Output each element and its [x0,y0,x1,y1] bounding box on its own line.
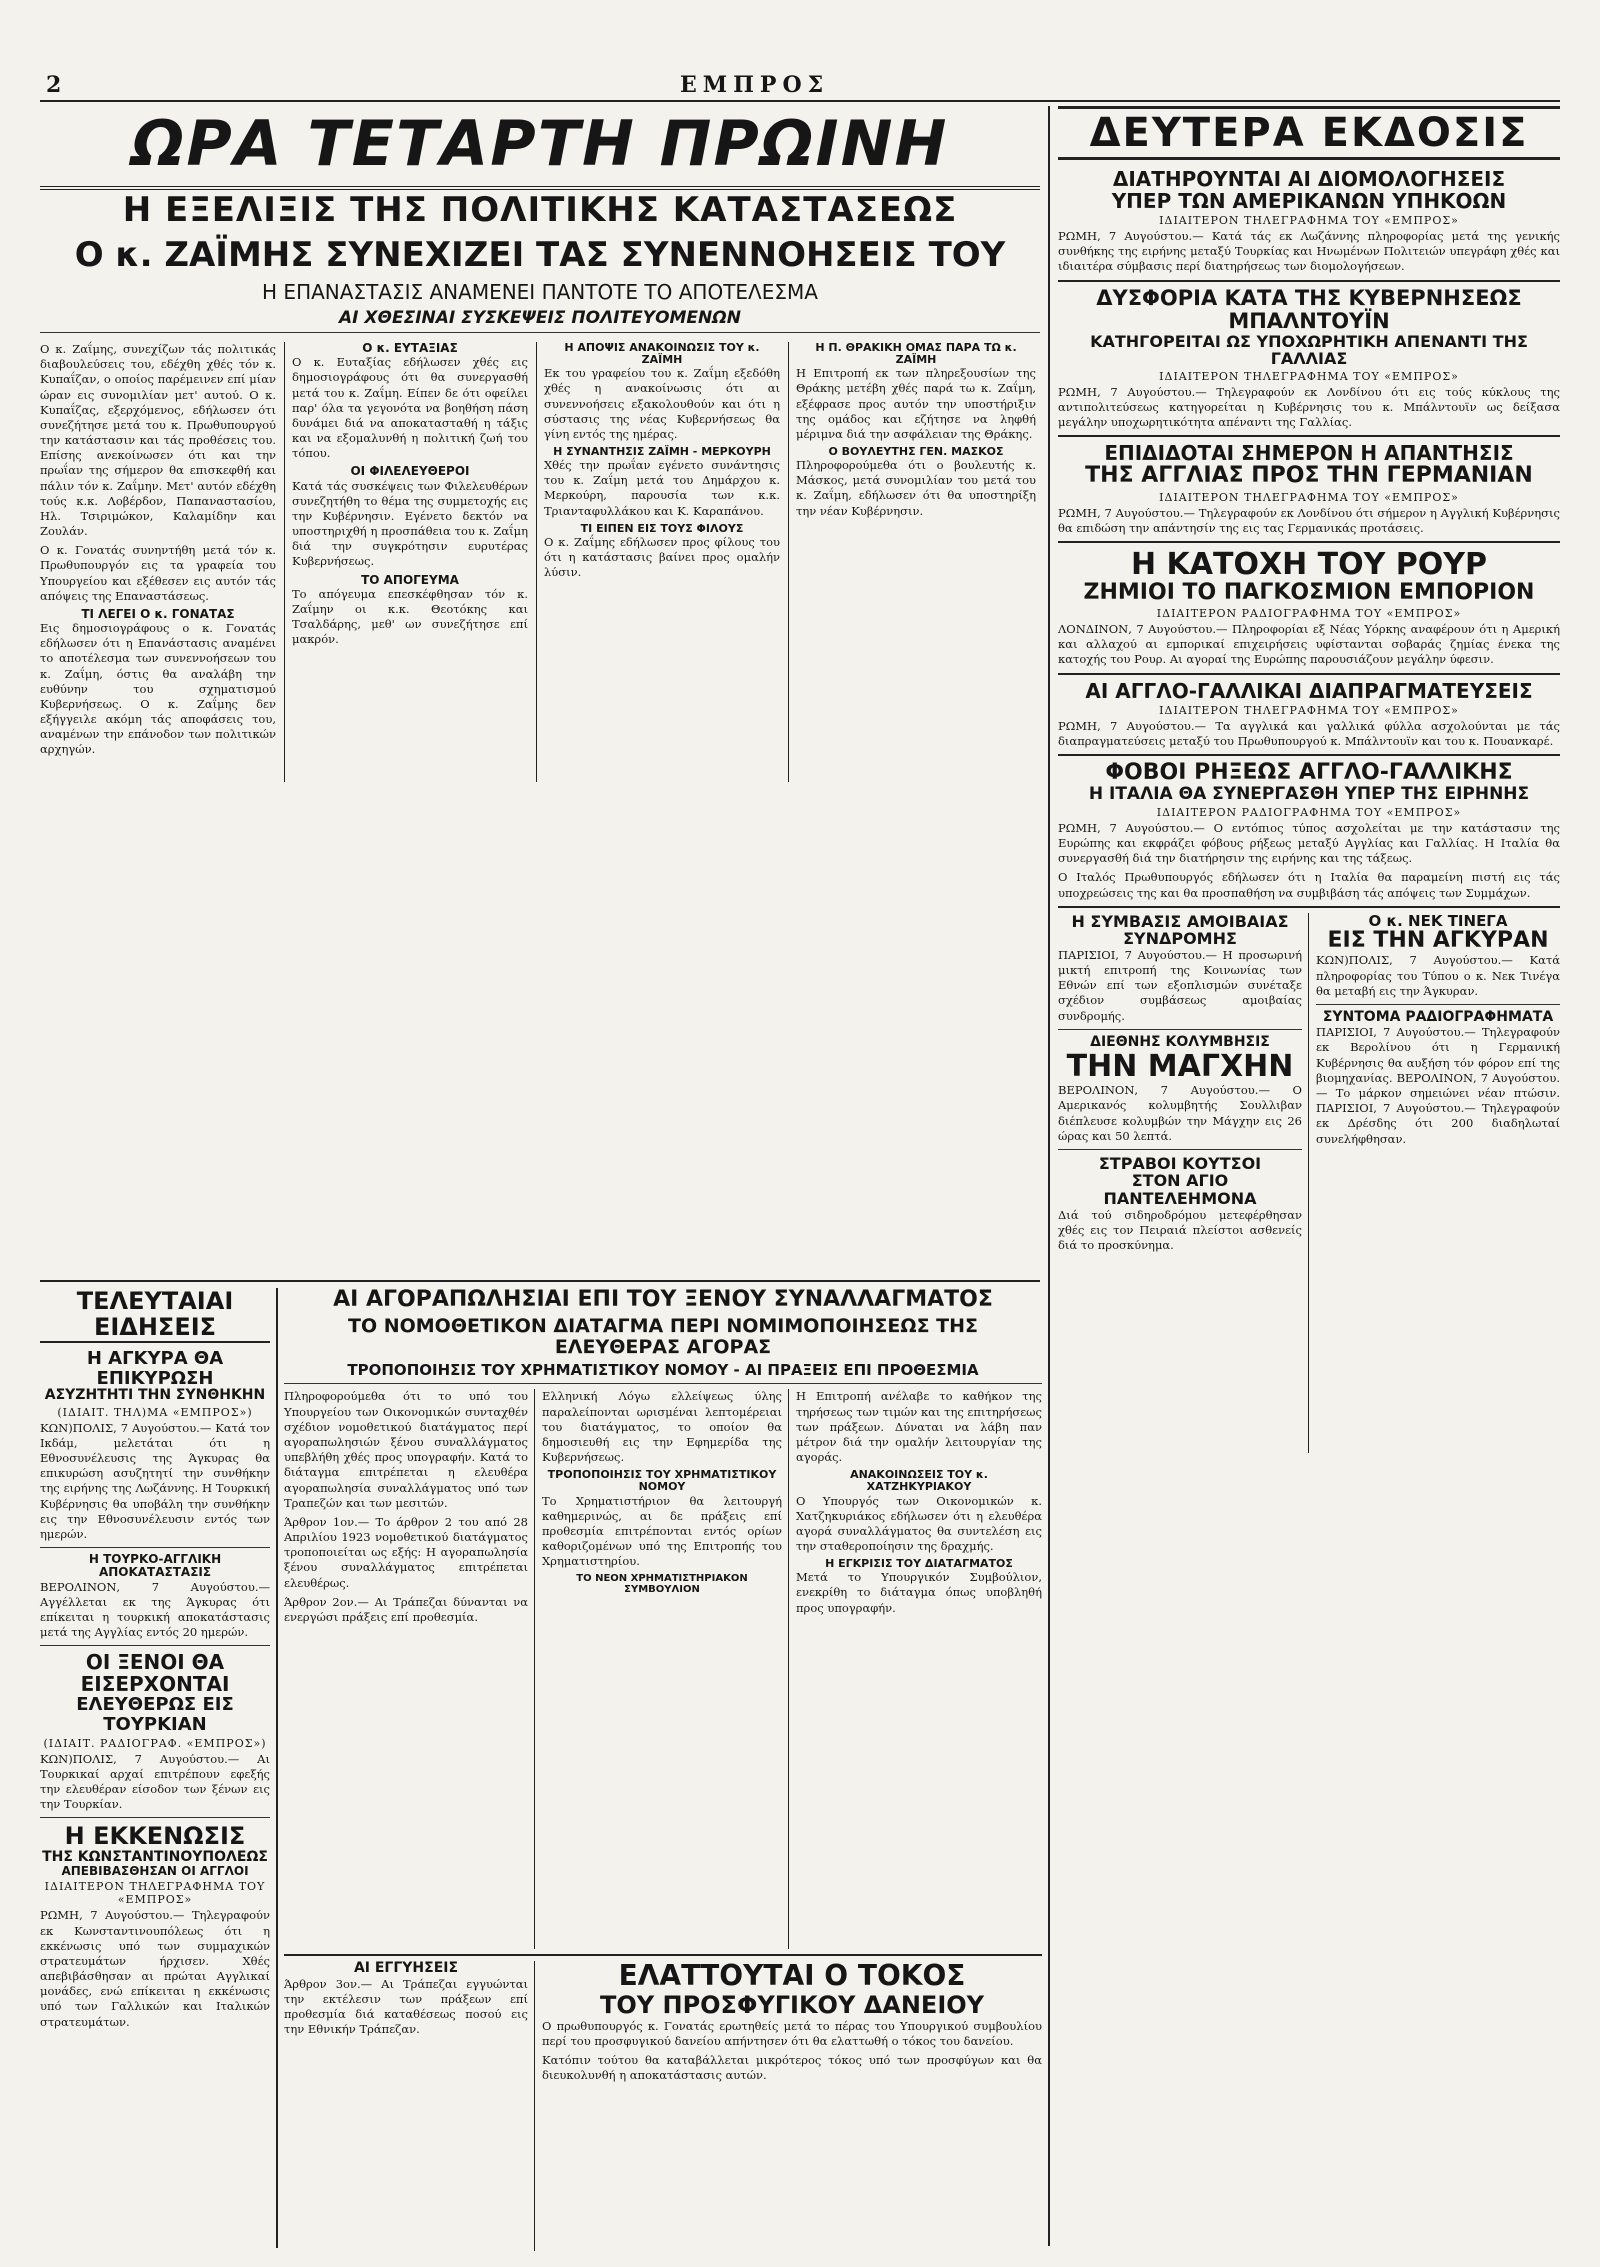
lead-col4-heading: Η Π. ΘΡΑΚΙΚΗ ΟΜΑΣ ΠΑΡΑ ΤΩ κ. ΖΑΪΜΗ [815,341,1017,367]
subheadline: ΤΗΣ ΚΩΝΣΤΑΝΤΙΝΟΥΠΟΛΕΩΣ [42,1848,268,1865]
story-anglo-french-talks: ΑΙ ΑΓΓΛΟ-ΓΑΛΛΙΚΑΙ ΔΙΑΠΡΑΓΜΑΤΕΥΣΕΙΣ ΙΔΙΑΙΤΕΡΟΝ ΤΗΛΕΓΡΑΦΗΜΑ ΤΟΥ «ΕΜΠΡΟΣ» ΡΩΜΗ, 7 Αυγούστου.— Τα αγγλικά και γαλλικά φύλλα ασχολούνται με τάς διαπραγματεύσεις μεταξύ του Πρωθυπουργού κ. Μπάλντουϊν και του κ. Πουανκαρέ. [1058,678,1560,748]
paper-name: ΕΜΠΡΟΣ [680,72,830,98]
lead-col3-heading: Η ΑΠΟΨΙΣ ΑΝΑΚΟΙΝΩΣΙΣ ΤΟΥ κ. ΖΑΪΜΗ [564,341,760,367]
story-baldwin: ΔΥΣΦΟΡΙΑ ΚΑΤΑ ΤΗΣ ΚΥΒΕΡΝΗΣΕΩΣ ΜΠΑΛΝΤΟΥΪΝ ΚΑΤΗΓΟΡΕΙΤΑΙ ΩΣ ΥΠΟΧΩΡΗΤΙΚΗ ΑΠΕΝΑΝΤΙ ΤΗΣ ΓΑΛΛΙΑΣ ΙΔΙΑΙΤΕΡΟΝ ΤΗΛΕΓΡΑΦΗΜΑ ΤΟΥ «ΕΜΠΡΟΣ» ΡΩΜΗ, 7 Αυγούστου.— Τηλεγραφούν εκ Λονδίνου ότι εις τούς κύκλους της αντιπολιτεύσεως κατηγορείται η Κυβέρνησις του κ. Μπάλντουϊν ως δείξασα μεγάλην υποχωρητικότητα απέναντι της Γαλλίας. [1058,285,1560,430]
lead-headline-4: ΑΙ ΧΘΕΣΙΝΑΙ ΣΥΣΚΕΨΕΙΣ ΠΟΛΙΤΕΥΟΜΕΝΩΝ [339,307,741,328]
lead-column-1: Ο κ. Ζαΐμης, συνεχίζων τάς πολιτικάς διαβουλεύσεις του, εδέχθη χθές τόν κ. Κυπαΐζαν, ο οποίος παρέμεινεν επί μίαν ώραν εις συνομιλίαν μετ' αυτού. Ο κ. Κυπαΐζας, εξερχόμενος, εδήλωσεν ότι συνεζήτησε μετά του κ. Πρωθυπουργού την κατάστασιν και τάς προθέσεις του. Επίσης ανεκοίνωσεν ότι και την πρωΐαν της σήμερον θα επισκεφθή και πάλιν τόν κ. Ζαΐμην. Μετ' αυτόν εδέχθη τούς κ.κ. Λοβέρδον, Παπαναστασίου, Ηλ. Τσιριμώκον, Καλαμίδην και Ζουλάν. Ο κ. Γονατάς συνηντήθη μετά τόν κ. Πρωθυπουργόν εις τα γραφεία του Υπουργείου και εξέθεσεν εις αυτόν τάς απόψεις της Επαναστάσεως. ΤΙ ΛΕΓΕΙ Ο κ. ΓΟΝΑΤΑΣ Εις δημοσιογράφους ο κ. Γονατάς εδήλωσεν ότι η Επανάστασις αναμένει το αποτέλεσμα των συνεννοήσεων του κ. Ζαΐμη, όστις θα αναλάβη την ευθύνην του σχηματισμού Κυβερνήσεως. Ο κ. Ζαΐμης δεν εξήγγειλε ακόμη τάς αποφάσεις του, αναμένων την επάνοδον των πολιτικών αρχηγών. [40,342,276,757]
market-col3-heading-2: Η ΕΓΚΡΙΣΙΣ ΤΟΥ ΔΙΑΤΑΓΜΑΤΟΣ [825,1557,1013,1571]
latest-divider [276,1288,278,2248]
market-story [284,1288,1042,2248]
wire-source: ΙΔΙΑΙΤΕΡΟΝ ΤΗΛΕΓΡΑΦΗΜΑ ΤΟΥ «ΕΜΠΡΟΣ» [1159,703,1459,717]
refugee-loan-subheadline: ΤΟΥ ΠΡΟΣΦΥΓΙΚΟΥ ΔΑΝΕΙΟΥ [599,1991,985,2020]
market-col3-heading: ΑΝΑΚΟΙΝΩΣΕΙΣ ΤΟΥ κ. ΧΑΤΖΗΚΥΡΙΑΚΟΥ [850,1468,988,1494]
market-col2-heading: ΤΡΟΠΟΠΟΙΗΣΙΣ ΤΟΥ ΧΡΗΜΑΤΙΣΤΙΚΟΥ ΝΟΜΟΥ [547,1468,777,1494]
subheadline: ΣΤΟΝ ΑΓΙΟ ΠΑΝΤΕΛΕΗΜΟΝΑ [1103,1171,1257,1209]
lead-col2-heading: Ο κ. ΕΥΤΑΞΙΑΣ [362,341,458,355]
market-col2-subheading: ΤΟ ΝΕΟΝ ΧΡΗΜΑΤΙΣΤΗΡΙΑΚΟΝ ΣΥΜΒΟΥΛΙΟΝ [576,1573,748,1596]
wire-source: ΙΔΙΑΙΤΕΡΟΝ ΡΑΔΙΟΓΡΑΦΗΜΑ ΤΟΥ «ΕΜΠΡΟΣ» [1156,805,1462,819]
subheadline: ΤΗΝ ΜΑΓΧΗΝ [1066,1049,1294,1085]
subheadline: ΥΠΕΡ ΤΩΝ ΑΜΕΡΙΚΑΝΩΝ ΥΠΗΚΟΩΝ [1111,189,1507,213]
market-headline-2: ΤΟ ΝΟΜΟΘΕΤΙΚΟΝ ΔΙΑΤΑΓΜΑ ΠΕΡΙ ΝΟΜΙΜΟΠΟΙΗΣΕΩΣ ΤΗΣ ΕΛΕΥΘΕΡΑΣ ΑΓΟΡΑΣ [347,1315,978,1359]
wire-source: ΙΔΙΑΙΤΕΡΟΝ ΡΑΔΙΟΓΡΑΦΗΜΑ ΤΟΥ «ΕΜΠΡΟΣ» [1156,607,1462,621]
second-edition-title: ΔΕΥΤΕΡΑ ΕΚΔΟΣΙΣ [1058,106,1560,160]
lead-col4-heading-2: Ο ΒΟΥΛΕΥΤΗΣ ΓΕΝ. ΜΑΣΚΟΣ [828,445,1004,459]
newspaper-page [40,70,1560,2250]
guarantees-heading: ΑΙ ΕΓΓΥΗΣΕΙΣ [353,1960,459,1977]
headline: Ο κ. ΝΕΚ ΤΙΝΕΓΑ [1368,911,1508,930]
market-headline-3: ΤΡΟΠΟΠΟΙΗΣΙΣ ΤΟΥ ΧΡΗΜΑΤΙΣΤΙΚΟΥ ΝΟΜΟΥ - ΑΙ ΠΡΑΞΕΙΣ ΕΠΙ ΠΡΟΘΕΣΜΙΑ [347,1360,979,1379]
subheadline: Η ΙΤΑΛΙΑ ΘΑ ΣΥΝΕΡΓΑΣΘΗ ΥΠΕΡ ΤΗΣ ΕΙΡΗΝΗΣ [1088,784,1530,805]
banner-headline: ΩΡΑ ΤΕΤΑΡΤΗ ΠΡΩΙΝΗ [131,107,949,180]
story-capitulations: ΔΙΑΤΗΡΟΥΝΤΑΙ ΑΙ ΔΙΟΜΟΛΟΓΗΣΕΙΣ ΥΠΕΡ ΤΩΝ ΑΜΕΡΙΚΑΝΩΝ ΥΠΗΚΟΩΝ ΙΔΙΑΙΤΕΡΟΝ ΤΗΛΕΓΡΑΦΗΜΑ ΤΟΥ «ΕΜΠΡΟΣ» ΡΩΜΗ, 7 Αυγούστου.— Κατά τάς εκ Λωζάννης πληροφορίας μετά της γενικής συνθήκης της ειρήνης μεταξύ Τουρκίας και Ηνωμένων Πολιτειών υπεγράφη χθές και ιδιαιτέρα σύμβασις περί διατηρήσεως των διομολογήσεων. [1058,167,1560,274]
subheadline: ΑΣΥΖΗΤΗΤΙ ΤΗΝ ΣΥΝΘΗΚΗΝ [44,1387,266,1404]
lower-left-column: Η ΣΥΜΒΑΣΙΣ ΑΜΟΙΒΑΙΑΣ ΣΥΝΔΡΟΜΗΣ ΠΑΡΙΣΙΟΙ, 7 Αυγούστου.— Η προσωρινή μικτή επιτροπή της Κοινωνίας των Εθνών επί των εξοπλισμών συνέταξε σχέδιον συμβάσεως αμοιβαίας συνδρομής. ΔΙΕΘΝΗΣ ΚΟΛΥΜΒΗΣΙΣ ΤΗΝ ΜΑΓΧΗΝ ΒΕΡΟΛΙΝΟΝ, 7 Αυγούστου.— Ο Αμερικανός κολυμβητής Σουλλιβαν διέπλευσε κολυμβών την Μάγχην εις 26 ώρας και 50 λεπτά. ΣΤΡΑΒΟΙ ΚΟΥΤΣΟΙ ΣΤΟΝ ΑΓΙΟ ΠΑΝΤΕΛΕΗΜΟΝΑ Διά τού σιδηροδρόμου μετεφέρθησαν χθές εις τον Πειραιά πλείστοι ασθενείς διά το προσκύνημα. [1058,911,1302,1252]
wire-source: ΙΔΙΑΙΤΕΡΟΝ ΤΗΛΕΓΡΑΦΗΜΑ ΤΟΥ «ΕΜΠΡΟΣ» [1159,214,1459,227]
guarantees-column: ΑΙ ΕΓΓΥΗΣΕΙΣ Άρθρον 3ον.— Αι Τράπεζαι εγγυώνται την εκτέλεσιν των πράξεων επί προθεσμία διά καταθέσεως ποσού εις την Εθνικήν Τράπεζαν. [284,1960,528,2037]
lead-col2-heading-2: ΟΙ ΦΙΛΕΛΕΥΘΕΡΟΙ [350,464,470,479]
story-ankara-ratify: Η ΑΓΚΥΡΑ ΘΑ ΕΠΙΚΥΡΩΣΗ ΑΣΥΖΗΤΗΤΙ ΤΗΝ ΣΥΝΘΗΚΗΝ (ΙΔΙΑΙΤ. ΤΗΛ)ΜΑ «ΕΜΠΡΟΣ») ΚΩΝ)ΠΟΛΙΣ, 7 Αυγούστου.— Κατά τον Ικδάμ, μελετάται ότι η Εθνοσυνέλευσις της Άγκυρας θα επικυρώση ασυζητητί την συνθήκην της ειρήνης της Λωζάννης. Η Τουρκική Κυβέρνησις θα υποβάλη την συνθήκην εις την Εθνοσυνέλευσιν εντός των ημερών. [40,1347,270,1541]
lead-headline-2: Ο κ. ΖΑΪΜΗΣ ΣΥΝΕΧΙΖΕΙ ΤΑΣ ΣΥΝΕΝΝΟΗΣΕΙΣ ΤΟΥ [74,235,1006,276]
lead-column-4: Η Π. ΘΡΑΚΙΚΗ ΟΜΑΣ ΠΑΡΑ ΤΩ κ. ΖΑΪΜΗ Η Επιτροπή εκ των πληρεξουσίων της Θράκης μετέβη χθές παρά τω κ. Ζαΐμη, εξέφρασε προς αυτόν την υποστήριξιν της ομάδος και εζήτησε να ληφθή μέριμνα διά την ασφάλειαν της Θράκης. Ο ΒΟΥΛΕΥΤΗΣ ΓΕΝ. ΜΑΣΚΟΣ Πληροφορούμεθα ότι ο βουλευτής κ. Μάσκος, μετά συνομιλίαν του μετά του κ. Ζαΐμη, εδήλωσεν ότι θα υποστηρίξη την νέαν Κυβέρνησιν. [796,341,1036,518]
market-column-3: Η Επιτροπή ανέλαβε το καθήκον της τηρήσεως των τιμών και της επιτηρήσεως των πράξεων. Δύναται να λάβη παν μέτρον διά την ομαλήν λειτουργίαν της αγοράς. ΑΝΑΚΟΙΝΩΣΕΙΣ ΤΟΥ κ. ΧΑΤΖΗΚΥΡΙΑΚΟΥ Ο Υπουργός των Οικονομικών κ. Χατζηκυριάκος εδήλωσεν ότι η ελευθέρα αγορά συναλλάγματος θα συντελέση εις την σταθεροποίησιν της δραχμής. Η ΕΓΚΡΙΣΙΣ ΤΟΥ ΔΙΑΤΑΓΜΑΤΟΣ Μετά το Υπουργικόν Συμβούλιον, ενεκρίθη το διάταγμα όπως υποβληθή προς υπογραφήν. [796,1389,1042,1615]
headline: Η ΕΚΚΕΝΩΣΙΣ [64,1822,246,1851]
subheadline: ΤΗΣ ΑΓΓΛΙΑΣ ΠΡΟΣ ΤΗΝ ΓΕΡΜΑΝΙΑΝ [1085,463,1533,489]
lead-headline-3: Η ΕΠΑΝΑΣΤΑΣΙΣ ΑΝΑΜΕΝΕΙ ΠΑΝΤΟΤΕ ΤΟ ΑΠΟΤΕΛΕΣΜΑ [262,279,818,304]
subheadline: ΕΛΕΥΘΕΡΩΣ ΕΙΣ ΤΟΥΡΚΙΑΝ [76,1694,234,1735]
headline: ΦΟΒΟΙ ΡΗΞΕΩΣ ΑΓΓΛΟ-ΓΑΛΛΙΚΗΣ [1105,759,1513,785]
page-number: 2 [46,72,62,98]
subheadline: ΖΗΜΙΟΙ ΤΟ ΠΑΓΚΟΣΜΙΟΝ ΕΜΠΟΡΙΟΝ [1083,579,1535,605]
market-headline-1: ΑΙ ΑΓΟΡΑΠΩΛΗΣΙΑΙ ΕΠΙ ΤΟΥ ΞΕΝΟΥ ΣΥΝΑΛΛΑΓΜΑΤΟΣ [333,1287,993,1312]
story-rupture-fears: ΦΟΒΟΙ ΡΗΞΕΩΣ ΑΓΓΛΟ-ΓΑΛΛΙΚΗΣ Η ΙΤΑΛΙΑ ΘΑ ΣΥΝΕΡΓΑΣΘΗ ΥΠΕΡ ΤΗΣ ΕΙΡΗΝΗΣ ΙΔΙΑΙΤΕΡΟΝ ΡΑΔΙΟΓΡΑΦΗΜΑ ΤΟΥ «ΕΜΠΡΟΣ» ΡΩΜΗ, 7 Αυγούστου.— Ο εντόπιος τύπος ασχολείται με την κατάστασιν της Ευρώπης και εκφράζει φόβους ρήξεως μεταξύ Αγγλίας και Γαλλίας. Η Ιταλία θα συνεργασθή διά την διατήρησιν της ειρήνης και της τάξεως. Ο Ιταλός Πρωθυπουργός εδήλωσεν ότι η Ιταλία θα παραμείνη πιστή εις τάς υποχρεώσεις της και θα προσπαθήση να συμβιβάση τάς απόψεις των Συμμάχων. [1058,759,1560,900]
headline: Η ΣΥΜΒΑΣΙΣ ΑΜΟΙΒΑΙΑΣ ΣΥΝΔΡΟΜΗΣ [1071,911,1289,949]
wire-source: (ΙΔΙΑΙΤ. ΡΑΔΙΟΓΡΑΦ. «ΕΜΠΡΟΣ») [43,1736,267,1750]
wire-source: ΙΔΙΑΙΤΕΡΟΝ ΤΗΛΕΓΡΑΦΗΜΑ ΤΟΥ «ΕΜΠΡΟΣ» [1159,490,1459,504]
market-column-1: Πληροφορούμεθα ότι το υπό του Υπουργείου των Οικονομικών συνταχθέν σχέδιον νομοθετικού διατάγματος περί αγοραπωλησιών ξένου συναλλάγματος υπεβλήθη χθές προς υπογραφήν. Κατά το διάταγμα επιτρέπεται η ελευθέρα αγοραπωλησία συναλλάγματος υπό των Τραπεζών και των μεσιτών. Άρθρον 1ον.— Το άρθρον 2 του από 28 Απριλίου 1923 νομοθετικού διατάγματος τροποποιείται ως εξής: Η αγοραπωλησία ξένου συναλλάγματος επιτρέπεται ελευθέρως. Άρθρον 2ον.— Αι Τράπεζαι δύνανται να ενεργώσι πράξεις επί προθεσμία. [284,1389,528,1624]
lead-col1-heading: ΤΙ ΛΕΓΕΙ Ο κ. ΓΟΝΑΤΑΣ [81,606,235,621]
second-edition [1058,106,1560,2246]
story-foreigners-enter: ΟΙ ΞΕΝΟΙ ΘΑ ΕΙΣΕΡΧΟΝΤΑΙ ΕΛΕΥΘΕΡΩΣ ΕΙΣ ΤΟΥΡΚΙΑΝ (ΙΔΙΑΙΤ. ΡΑΔΙΟΓΡΑΦ. «ΕΜΠΡΟΣ») ΚΩΝ)ΠΟΛΙΣ, 7 Αυγούστου.— Αι Τουρκικαί αρχαί επιτρέπουν εφεξής την ελευθέραν είσοδον των ξένων εις την Τουρκίαν. [40,1650,270,1812]
headline: ΑΙ ΑΓΓΛΟ-ΓΑΛΛΙΚΑΙ ΔΙΑΠΡΑΓΜΑΤΕΥΣΕΙΣ [1085,678,1533,703]
lead-col3-heading-3: ΤΙ ΕΙΠΕΝ ΕΙΣ ΤΟΥΣ ΦΙΛΟΥΣ [580,521,744,535]
masthead [40,70,1560,102]
wire-source: ΙΔΙΑΙΤΕΡΟΝ ΤΗΛΕΓΡΑΦΗΜΑ ΤΟΥ «ΕΜΠΡΟΣ» [44,1880,266,1907]
column-divider [1048,106,1050,2246]
subheadline: ΕΙΣ ΤΗΝ ΑΓΚΥΡΑΝ [1327,928,1549,954]
story-turco-english: Η ΤΟΥΡΚΟ-ΑΓΓΛΙΚΗ ΑΠΟΚΑΤΑΣΤΑΣΙΣ ΒΕΡΟΛΙΝΟΝ, 7 Αυγούστου.— Αγγέλλεται εκ της Άγκυρας ότι επίκειται η τουρκική αποκατάστασις μετά της Αγγλίας εντός 20 ημερών. [40,1552,270,1640]
subheadline-2: ΑΠΕΒΙΒΑΣΘΗΣΑΝ ΟΙ ΑΓΓΛΟΙ [61,1864,249,1879]
headline: ΔΙΑΤΗΡΟΥΝΤΑΙ ΑΙ ΔΙΟΜΟΛΟΓΗΣΕΙΣ [1112,167,1506,191]
headline: Η ΤΟΥΡΚΟ-ΑΓΓΛΙΚΗ ΑΠΟΚΑΤΑΣΤΑΣΙΣ [88,1552,222,1580]
headline: ΣΥΝΤΟΜΑ ΡΑΔΙΟΓΡΑΦΗΜΑΤΑ [1322,1008,1554,1025]
lead-story [40,192,1040,792]
headline: Η ΚΑΤΟΧΗ ΤΟΥ ΡΟΥΡ [1130,546,1487,582]
refugee-loan-story: ΕΛΑΤΤΟΥΤΑΙ Ο ΤΟΚΟΣ ΤΟΥ ΠΡΟΣΦΥΓΙΚΟΥ ΔΑΝΕΙΟΥ Ο πρωθυπουργός κ. Γονατάς ερωτηθείς μετά το πέρας του Υπουργικού συμβουλίου περί του προσφυγικού δανείου απήντησεν ότι θα ελαττωθή ο τόκος του δανείου. Κατόπιν τούτου θα καταβάλλεται μικρότερος τόκος υπό των προσφύγων και θα διευκολυνθή η αποκατάστασις αυτών. [542,1959,1042,2083]
headline: ΕΠΙΔΙΔΟΤΑΙ ΣΗΜΕΡΟΝ Η ΑΠΑΝΤΗΣΙΣ [1104,441,1514,466]
market-column-2: Ελληνική Λόγω ελλείψεως ύλης παραλείπονται ωρισμέναι λεπτομέρειαι του διατάγματος, το οποίον θα δημοσιευθή εις την Εφημερίδα της Κυβερνήσεως. ΤΡΟΠΟΠΟΙΗΣΙΣ ΤΟΥ ΧΡΗΜΑΤΙΣΤΙΚΟΥ ΝΟΜΟΥ Το Χρηματιστήριον θα λειτουργή καθημερινώς, αι δε πράξεις επί προθεσμία επιτρέπονται εντός ορίων καθοριζομένων υπό της Επιτροπής του Χρηματιστηρίου. ΤΟ ΝΕΟΝ ΧΡΗΜΑΤΙΣΤΗΡΙΑΚΟΝ ΣΥΜΒΟΥΛΙΟΝ [542,1389,782,1596]
latest-news [40,1288,270,2248]
lead-headline-1: Η ΕΞΕΛΙΞΙΣ ΤΗΣ ΠΟΛΙΤΙΚΗΣ ΚΑΤΑΣΤΑΣΕΩΣ [122,190,958,230]
story-evacuation: Η ΕΚΚΕΝΩΣΙΣ ΤΗΣ ΚΩΝΣΤΑΝΤΙΝΟΥΠΟΛΕΩΣ ΑΠΕΒΙΒΑΣΘΗΣΑΝ ΟΙ ΑΓΓΛΟΙ ΙΔΙΑΙΤΕΡΟΝ ΤΗΛΕΓΡΑΦΗΜΑ ΤΟΥ «ΕΜΠΡΟΣ» ΡΩΜΗ, 7 Αυγούστου.— Τηλεγραφούν εκ Κωνσταντινουπόλεως ότι η εκκένωσις υπό των συμμαχικών στρατευμάτων ήρχισεν. Χθές απεβιβάσθησαν αι πρώται Αγγλικαί μονάδες, ενώ επίκειται η εκκένωσις υπό των Γαλλικών και Ιταλικών στρατευμάτων. [40,1822,270,2029]
lead-column-3: Η ΑΠΟΨΙΣ ΑΝΑΚΟΙΝΩΣΙΣ ΤΟΥ κ. ΖΑΪΜΗ Εκ του γραφείου του κ. Ζαΐμη εξεδόθη χθές η ανακοίνωσις ότι αι συνεννοήσεις εξακολουθούν και ότι η σύστασις της νέας Κυβερνήσεως θα γίνη εντός της ημέρας. Η ΣΥΝΑΝΤΗΣΙΣ ΖΑΪΜΗ - ΜΕΡΚΟΥΡΗ Χθές την πρωΐαν εγένετο συνάντησις του κ. Ζαΐμη μετά του Δημάρχου κ. Μερκούρη, παρουσία των κ.κ. Τριανταφυλλάκου και Κ. Καραπάνου. ΤΙ ΕΙΠΕΝ ΕΙΣ ΤΟΥΣ ΦΙΛΟΥΣ Ο κ. Ζαΐμης εδήλωσεν προς φίλους του ότι η κατάστασις βαίνει προς ομαλήν λύσιν. [544,341,780,580]
lead-column-2: Ο κ. ΕΥΤΑΞΙΑΣ Ο κ. Ευταξίας εδήλωσεν χθές εις δημοσιογράφους ότι θα συνεργασθή μετά του κ. Ζαΐμη. Είπεν δε ότι οφείλει παρ' όλα τα γεγονότα να βοηθήση πάση δυνάμει διά να αποκατασταθή η τάξις και να εξομαλυνθή η πολιτική ζωή του τόπου. ΟΙ ΦΙΛΕΛΕΥΘΕΡΟΙ Κατά τάς συσκέψεις των Φιλελευθέρων συνεζητήθη το θέμα της συμμετοχής εις την Κυβέρνησιν. Εγένετο δεκτόν να υποστηριχθή η προσπάθεια του κ. Ζαΐμη διά την συγκρότησιν ευρυτέρας Κυβερνήσεως. ΤΟ ΑΠΟΓΕΥΜΑ Το απόγευμα επεσκέφθησαν τόν κ. Ζαΐμην οι κ.κ. Θεοτόκης και Τσαλδάρης, μεθ' ων συνεζήτησε επί μακρόν. [292,341,528,647]
headline: ΟΙ ΞΕΝΟΙ ΘΑ ΕΙΣΕΡΧΟΝΤΑΙ [80,1650,230,1697]
wire-source: ΙΔΙΑΙΤΕΡΟΝ ΤΗΛΕΓΡΑΦΗΜΑ ΤΟΥ «ΕΜΠΡΟΣ» [1159,369,1459,383]
headline: ΔΙΕΘΝΗΣ ΚΟΛΥΜΒΗΣΙΣ [1090,1033,1270,1050]
headline: ΣΤΡΑΒΟΙ ΚΟΥΤΣΟΙ [1098,1153,1262,1173]
story-ruhr: Η ΚΑΤΟΧΗ ΤΟΥ ΡΟΥΡ ΖΗΜΙΟΙ ΤΟ ΠΑΓΚΟΣΜΙΟΝ ΕΜΠΟΡΙΟΝ ΙΔΙΑΙΤΕΡΟΝ ΡΑΔΙΟΓΡΑΦΗΜΑ ΤΟΥ «ΕΜΠΡΟΣ» ΛΟΝΔΙΝΟΝ, 7 Αυγούστου.— Πληροφορίαι εξ Νέας Υόρκης αναφέρουν ότι η Αμερική και αλλαχού αι εμπορικαί επιχειρήσεις υφίστανται σοβαράς ζημίας ένεκα της κατοχής του Ρουρ. Αι αγοραί της Ευρώπης παρουσιάζουν μεγάλην ύφεσιν. [1058,546,1560,667]
subheadline: ΚΑΤΗΓΟΡΕΙΤΑΙ ΩΣ ΥΠΟΧΩΡΗΤΙΚΗ ΑΠΕΝΑΝΤΙ ΤΗΣ ΓΑΛΛΙΑΣ [1090,331,1528,369]
headline: Η ΑΓΚΥΡΑ ΘΑ ΕΠΙΚΥΡΩΣΗ [86,1347,224,1389]
refugee-loan-headline: ΕΛΑΤΤΟΥΤΑΙ Ο ΤΟΚΟΣ [618,1959,966,1993]
latest-news-title: ΤΕΛΕΥΤΑΙΑΙ ΕΙΔΗΣΕΙΣ [40,1288,270,1343]
lead-col2-heading-3: ΤΟ ΑΠΟΓΕΥΜΑ [361,572,459,587]
lead-bottom-rule [40,1280,1040,1282]
second-edition-lower [1058,913,1560,1473]
wire-source: (ΙΔΙΑΙΤ. ΤΗΛ)ΜΑ «ΕΜΠΡΟΣ») [57,1405,253,1419]
headline: ΔΥΣΦΟΡΙΑ ΚΑΤΑ ΤΗΣ ΚΥΒΕΡΝΗΣΕΩΣ ΜΠΑΛΝΤΟΥΪΝ [1096,285,1522,333]
story-england-germany: ΕΠΙΔΙΔΟΤΑΙ ΣΗΜΕΡΟΝ Η ΑΠΑΝΤΗΣΙΣ ΤΗΣ ΑΓΓΛΙΑΣ ΠΡΟΣ ΤΗΝ ΓΕΡΜΑΝΙΑΝ ΙΔΙΑΙΤΕΡΟΝ ΤΗΛΕΓΡΑΦΗΜΑ ΤΟΥ «ΕΜΠΡΟΣ» ΡΩΜΗ, 7 Αυγούστου.— Τηλεγραφούν εκ Λονδίνου ότι σήμερον η Αγγλική Κυβέρνησις θα επιδώση την απάντησίν της εις τας Γερμανικάς προτάσεις. [1058,441,1560,535]
lead-col3-heading-2: Η ΣΥΝΑΝΤΗΣΙΣ ΖΑΪΜΗ - ΜΕΡΚΟΥΡΗ [553,445,771,459]
lower-right-column: Ο κ. ΝΕΚ ΤΙΝΕΓΑ ΕΙΣ ΤΗΝ ΑΓΚΥΡΑΝ ΚΩΝ)ΠΟΛΙΣ, 7 Αυγούστου.— Κατά πληροφορίας του Τύπου ο κ. Νεκ Τινέγα θα μεταβή εις την Άγκυραν. ΣΥΝΤΟΜΑ ΡΑΔΙΟΓΡΑΦΗΜΑΤΑ ΠΑΡΙΣΙΟΙ, 7 Αυγούστου.— Τηλεγραφούν εκ Βερολίνου ότι η Γερμανική Κυβέρνησις θα αυξήση τόν φόρον επί της βιομηχανίας. ΒΕΡΟΛΙΝΟΝ, 7 Αυγούστου.— Το μάρκον σημειώνει νέαν πτώσιν. ΠΑΡΙΣΙΟΙ, 7 Αυγούστου.— Τηλεγραφούν εκ Δρέσδης ότι 200 διαδηλωταί συνελήφθησαν. [1316,911,1560,1146]
